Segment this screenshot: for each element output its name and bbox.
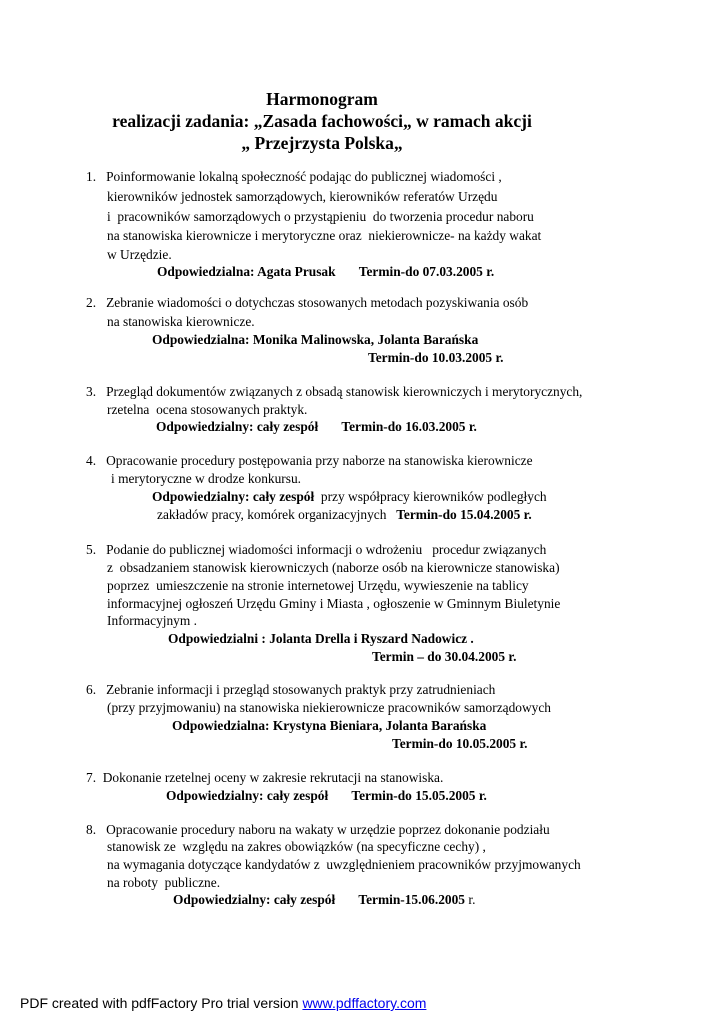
item-5-line: 5. Podanie do publicznej wiadomości informacji o wdrożeniu procedur związanych xyxy=(86,542,547,557)
item-4-units: zakładów pracy, komórek organizacyjnych xyxy=(157,507,387,522)
footer-text: PDF created with pdfFactory Pro trial version xyxy=(20,995,303,1011)
item-8-responsible xyxy=(173,891,475,909)
item-4-responsible xyxy=(152,488,547,506)
item-4-responsible-note: przy współpracy kierowników podległych xyxy=(314,489,547,504)
item-2-responsible: Odpowiedzialna: Monika Malinowska, Jolanta Barańska xyxy=(152,332,479,347)
item-5-line: poprzez umieszczenie na stronie internetowej Urzędu, wywieszenie na tablicy xyxy=(107,578,529,593)
item-3-line: rzetelna ocena stosowanych praktyk. xyxy=(107,402,308,417)
item-1-line: w Urzędzie. xyxy=(107,247,172,262)
item-8-line: stanowisk ze względu na zakres obowiązków (na specyficzne cechy) , xyxy=(107,839,486,854)
item-3-responsible: Odpowiedzialny: cały zespół Termin-do 16.03.2005 r. xyxy=(156,419,477,434)
item-4-responsible-cont xyxy=(157,506,532,524)
pdffactory-link[interactable]: www.pdffactory.com xyxy=(302,995,427,1011)
item-2-deadline: Termin-do 10.03.2005 r. xyxy=(368,350,504,365)
item-5-deadline: Termin – do 30.04.2005 r. xyxy=(372,649,517,664)
item-7-line: 7. Dokonanie rzetelnej oceny w zakresie rekrutacji na stanowiska. xyxy=(86,770,444,785)
item-2-line: na stanowiska kierownicze. xyxy=(107,314,255,329)
item-1-line: 1. Poinformowanie lokalną społeczność podając do publicznej wiadomości , xyxy=(86,169,502,184)
item-1-line: na stanowiska kierownicze i merytoryczne oraz niekierownicze- na każdy wakat xyxy=(107,228,542,243)
item-5-line: informacyjnej ogłoszeń Urzędu Gminy i Miasta , ogłoszenie w Gminnym Biuletynie xyxy=(107,596,561,611)
item-3-line: 3. Przegląd dokumentów związanych z obsadą stanowisk kierowniczych i merytorycznych, xyxy=(86,384,583,399)
item-8-responsible-suffix: r. xyxy=(465,892,476,907)
item-6-deadline: Termin-do 10.05.2005 r. xyxy=(392,736,528,751)
item-7-responsible: Odpowiedzialny: cały zespół Termin-do 15.05.2005 r. xyxy=(166,788,487,803)
item-4-responsible-name: Odpowiedzialny: cały zespół xyxy=(152,489,315,504)
item-1-responsible: Odpowiedzialna: Agata Prusak Termin-do 07.03.2005 r. xyxy=(157,264,495,279)
item-4-line: 4. Opracowanie procedury postępowania przy naborze na stanowiska kierownicze xyxy=(86,453,533,468)
item-8-line: 8. Opracowanie procedury naboru na wakaty w urzędzie poprzez dokonanie podziału xyxy=(86,822,550,837)
item-5-line: z obsadzaniem stanowisk kierowniczych (naborze osób na kierownicze stanowiska) xyxy=(107,560,560,575)
item-5-line: Informacyjnym . xyxy=(107,613,197,628)
item-8-line: na wymagania dotyczące kandydatów z uwzględnieniem pracowników przyjmowanych xyxy=(107,857,581,872)
item-8-line: na roboty publiczne. xyxy=(107,875,221,890)
item-6-line: 6. Zebranie informacji i przegląd stosowanych praktyk przy zatrudnieniach xyxy=(86,682,496,697)
item-6-responsible: Odpowiedzialna: Krystyna Bieniara, Jolanta Barańska xyxy=(172,718,487,733)
item-4-deadline: Termin-do 15.04.2005 r. xyxy=(386,507,532,522)
document-title: Harmonogram xyxy=(266,89,378,109)
item-8-responsible-name: Odpowiedzialny: cały zespół Termin-15.06.2005 xyxy=(173,892,465,907)
document-subtitle: realizacji zadania: „Zasada fachowości„ w ramach akcji xyxy=(112,111,532,131)
item-1-line: kierowników jednostek samorządowych, kierowników referatów Urzędu xyxy=(107,189,498,204)
item-6-line: (przy przyjmowaniu) na stanowiska niekierownicze pracowników samorządowych xyxy=(107,700,551,715)
item-5-responsible: Odpowiedzialni : Jolanta Drella i Ryszard Nadowicz . xyxy=(168,631,474,646)
document-subtitle-campaign: „ Przejrzysta Polska„ xyxy=(241,133,403,153)
item-2-line: 2. Zebranie wiadomości o dotychczas stosowanych metodach pozyskiwania osób xyxy=(86,295,529,310)
item-4-line: i merytoryczne w drodze konkursu. xyxy=(111,471,302,486)
pdf-footer xyxy=(20,995,426,1011)
item-1-line: i pracowników samorządowych o przystąpieniu do tworzenia procedur naboru xyxy=(107,209,534,224)
